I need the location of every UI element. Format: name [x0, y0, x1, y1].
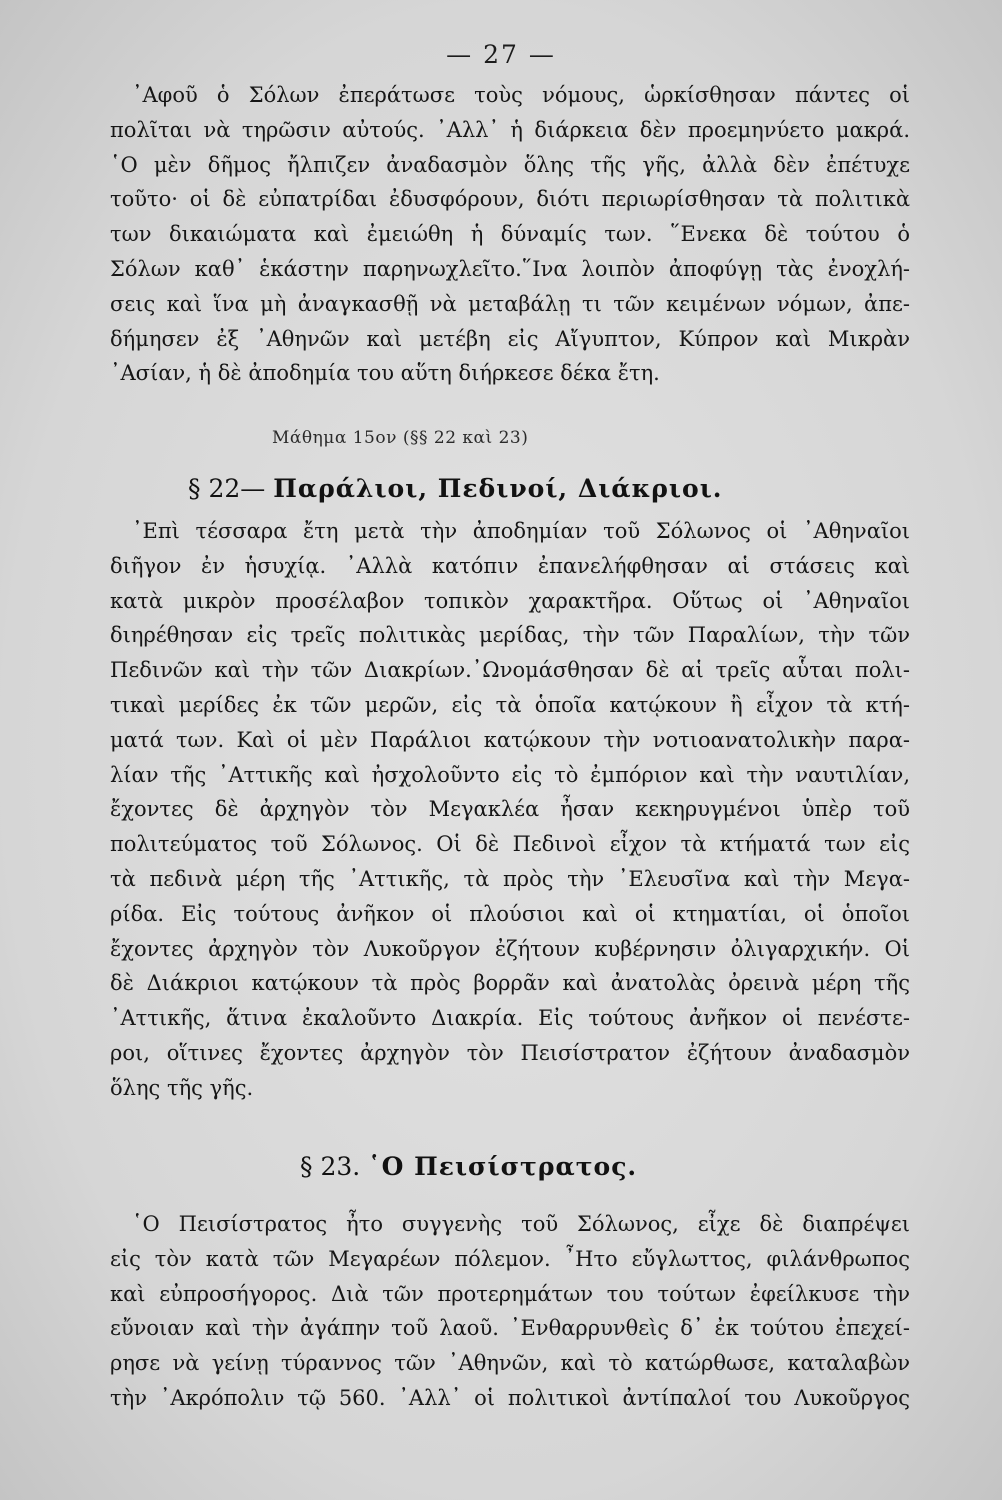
text-line: τὰ πεδινὰ μέρη τῆς ᾿Αττικῆς, τὰ πρὸς τὴν ᾿Ελευσῖνα καὶ τὴν Μεγα- — [110, 866, 910, 891]
text-line: των δικαιώματα καὶ ἐμειώθη ἡ δύναμίς των. ῞Ενεκα δὲ τούτου ὁ — [110, 222, 910, 247]
text-line: ᾿Επὶ τέσσαρα ἔτη μετὰ τὴν ἀποδημίαν τοῦ Σόλωνος οἱ ᾿Αθηναῖοι — [132, 519, 910, 543]
section-title: ῾Ο Πεισίστρατος. — [368, 1152, 638, 1181]
text-line: ροι, οἵτινες ἔχοντες ἀρχηγὸν τὸν Πεισίστρατον ἐζήτουν ἀναδασμὸν — [110, 1040, 910, 1065]
page-number: — 27 — — [446, 40, 556, 69]
text-line: Σόλων καθ᾿ ἑκάστην παρηνωχλεῖτο.῞Ινα λοιπὸν ἀποφύγῃ τὰς ἐνοχλή- — [110, 256, 910, 281]
text-line: διηρέθησαν εἰς τρεῖς πολιτικὰς μερίδας, τὴν τῶν Παραλίων, τὴν τῶν — [110, 623, 910, 648]
text-line: ῾Ο Πεισίστρατος ἦτο συγγενὴς τοῦ Σόλωνος, εἶχε δὲ διαπρέψει — [132, 1212, 910, 1236]
text-line: τικαὶ μερίδες ἐκ τῶν μερῶν, εἰς τὰ ὁποῖα κατῴκουν ἢ εἶχον τὰ κτή- — [110, 692, 910, 717]
text-line: ματά των. Καὶ οἱ μὲν Παράλιοι κατῴκουν τὴν νοτιοανατολικὴν παρα- — [110, 727, 910, 752]
text-line: ῾Ο μὲν δῆμος ἤλπιζεν ἀναδασμὸν ὅλης τῆς γῆς, ἀλλὰ δὲν ἐπέτυχε — [110, 152, 910, 177]
text-line: ὅλης τῆς γῆς. — [110, 1075, 254, 1100]
text-line: διῆγον ἐν ἡσυχίᾳ. ᾿Αλλὰ κατόπιν ἐπανελήφθησαν αἱ στάσεις καὶ — [110, 553, 910, 578]
lesson-note: Μάθημα 15ον (§§ 22 καὶ 23) — [272, 428, 529, 448]
text-line: ρησε νὰ γείνῃ τύραννος τῶν ᾿Αθηνῶν, καὶ τὸ κατώρθωσε, καταλαβὼν — [110, 1351, 910, 1376]
section-heading-23 — [300, 1152, 637, 1181]
text-line: δὲ Διάκριοι κατῴκουν τὰ πρὸς βορρᾶν καὶ ἀνατολὰς ὀρεινὰ μέρη τῆς — [110, 971, 910, 996]
section-heading-22 — [188, 474, 723, 503]
text-line: ρίδα. Εἰς τούτους ἀνῆκον οἱ πλούσιοι καὶ οἱ κτηματίαι, οἱ ὁποῖοι — [110, 901, 910, 926]
text-line: κατὰ μικρὸν προσέλαβον τοπικὸν χαρακτῆρα. Οὕτως οἱ ᾿Αθηναῖοι — [110, 588, 910, 613]
text-line: Πεδινῶν καὶ τὴν τῶν Διακρίων.᾿Ωνομάσθησαν δὲ αἱ τρεῖς αὗται πολι- — [110, 658, 910, 683]
section-number: § 22— — [188, 474, 266, 503]
text-line: εἰς τὸν κατὰ τῶν Μεγαρέων πόλεμον. ῏Ητο εὔγλωττος, φιλάνθρωπος — [110, 1246, 910, 1271]
text-line: ᾿Ασίαν, ἡ δὲ ἀποδημία του αὕτη διήρκεσε δέκα ἔτη. — [110, 361, 660, 386]
paragraph-solon-departure — [110, 78, 910, 391]
text-line: σεις καὶ ἵνα μὴ ἀναγκασθῇ νὰ μεταβάλῃ τι τῶν κειμένων νόμων, ἀπε- — [110, 291, 910, 316]
section-title: Παράλιοι, Πεδινοί, Διάκριοι. — [273, 474, 723, 503]
text-line: εὔνοιαν καὶ τὴν ἀγάπην τοῦ λαοῦ. ᾿Ενθαρρυνθεὶς δ᾿ ἐκ τούτου ἐπεχεί- — [110, 1316, 910, 1341]
text-line: τὴν ᾿Ακρόπολιν τῷ 560. ᾿Αλλ᾿ οἱ πολιτικοὶ ἀντίπαλοί του Λυκοῦργος — [110, 1385, 910, 1410]
paragraph-three-factions — [110, 514, 910, 1106]
text-line: ᾿Αττικῆς, ἅτινα ἐκαλοῦντο Διακρία. Εἰς τούτους ἀνῆκον οἱ πενέστε- — [110, 1006, 910, 1031]
text-line: πολῖται νὰ τηρῶσιν αὐτούς. ᾿Αλλ᾿ ἡ διάρκεια δὲν προεμηνύετο μακρά. — [110, 117, 910, 142]
text-line: δήμησεν ἐξ ᾿Αθηνῶν καὶ μετέβη εἰς Αἴγυπτον, Κύπρον καὶ Μικρὰν — [110, 326, 910, 351]
text-line: τοῦτο· οἱ δὲ εὐπατρίδαι ἐδυσφόρουν, διότι περιωρίσθησαν τὰ πολιτικὰ — [110, 187, 910, 212]
section-number: § 23. — [300, 1152, 361, 1181]
text-line: ἔχοντες δὲ ἀρχηγὸν τὸν Μεγακλέα ἦσαν κεκηρυγμένοι ὑπὲρ τοῦ — [110, 797, 910, 822]
text-line: λίαν τῆς ᾿Αττικῆς καὶ ἠσχολοῦντο εἰς τὸ ἐμπόριον καὶ τὴν ναυτιλίαν, — [110, 762, 910, 787]
text-line: ᾿Αφοῦ ὁ Σόλων ἐπεράτωσε τοὺς νόμους, ὡρκίσθησαν πάντες οἱ — [132, 83, 910, 107]
paragraph-peisistratos — [110, 1207, 910, 1416]
text-line: πολιτεύματος τοῦ Σόλωνος. Οἱ δὲ Πεδινοὶ εἶχον τὰ κτήματά των εἰς — [110, 832, 910, 857]
text-line: καὶ εὐπροσήγορος. Διὰ τῶν προτερημάτων του τούτων ἐφείλκυσε τὴν — [110, 1281, 910, 1306]
text-line: ἔχοντες ἀρχηγὸν τὸν Λυκοῦργον ἐζήτουν κυβέρνησιν ὀλιγαρχικήν. Οἱ — [110, 936, 910, 961]
